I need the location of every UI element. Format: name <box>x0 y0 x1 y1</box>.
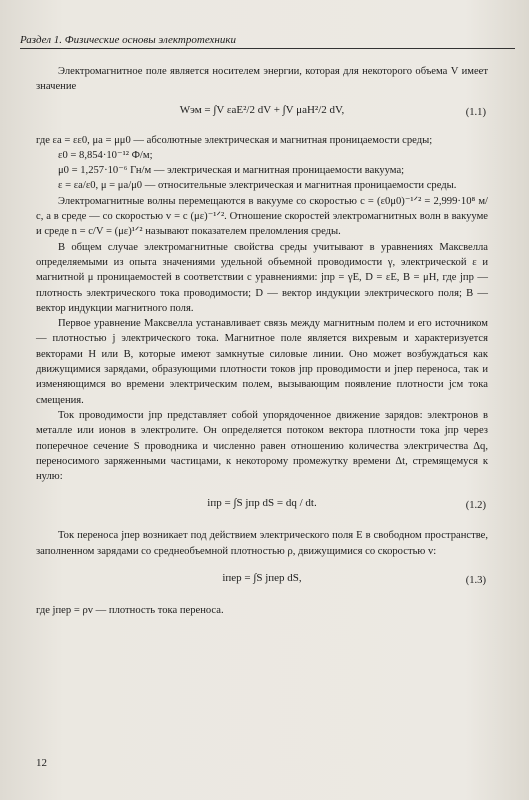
paragraph-transfer-current: Ток переноса jпер возникает под действием электрического поля E в свободном пространстве, заполненном зарядами со среднеобъемной плотностью ρ, движущимися со скоростью v: <box>36 530 488 557</box>
equation-1-3 <box>36 561 488 601</box>
paragraph-first-equation: Первое уравнение Максвелла устанавливает связь между магнитным полем и его источником — плотностью j электрического тока. Магнитное поле является вихревым и характеризуется векторами H или B, которые имеют замкнутые силовые линии. Оно может возбуждаться как движущимися зарядами, образующими плотности токов jпр проводимости и jпер переноса, так и изменяющимся во времени электрическим полем, вызывающим появление плотности jсм тока смещения. <box>36 318 488 406</box>
paragraph-maxwell-media: В общем случае электромагнитные свойства среды учитывают в уравнениях Максвелла определяемыми из опыта значениями удельной объемной проводимости γ, электрической ε и магнитной μ проницаемостей в соответствии с уравнениями: jпр = γE, D = εE, B = μH, где jпр — плотность электрического тока проводимости; D — вектор индукции электрического поля; B — вектор индукции магнитного поля. <box>36 241 488 314</box>
equation-expression: Wэм = ∫V εaE²/2 dV + ∫V μaH²/2 dV, <box>179 103 345 116</box>
line-mu0: μ0 = 1,257·10⁻⁶ Гн/м — электрическая и магнитная проницаемости вакуума; <box>58 165 405 177</box>
page-number: 12 <box>36 757 47 769</box>
line-eps0: ε0 = 8,854·10⁻¹² Ф/м; <box>58 149 153 161</box>
paragraph-waves: Электромагнитные волны перемещаются в вакууме со скоростью c = (ε0μ0)⁻¹ᐟ² = 2,999·10⁸ м/с, а в среде — со скоростью v = c (με)⁻¹ᐟ². Отношение скоростей электромагнитных волн в вакууме и среде n = c/V = (με)¹ᐟ² называют показателем преломления среды. <box>36 195 488 238</box>
line-relative: ε = εa/ε0, μ = μa/μ0 — относительные электрическая и магнитная проницаемости среды. <box>58 180 457 192</box>
paragraph-where-absolute: где εa = εε0, μa = μμ0 — абсолютные электрическая и магнитная проницаемости среды; <box>36 134 433 146</box>
paragraph-energy: Электромагнитное поле является носителем энергии, которая для некоторого объема V имеет значение <box>36 66 488 93</box>
equation-1-2 <box>36 486 488 526</box>
equation-expression: iпер = ∫S jпер dS, <box>222 572 302 585</box>
equation-number: (1.3) <box>465 575 486 587</box>
equation-1-1 <box>36 97 488 131</box>
page-body <box>36 64 488 618</box>
equation-number: (1.2) <box>465 500 486 512</box>
equation-number: (1.1) <box>465 106 486 118</box>
paragraph-where-transfer: где jпер = ρv — плотность тока переноса. <box>36 605 224 617</box>
equation-expression: iпр = ∫S jпр dS = dq / dt. <box>207 497 317 510</box>
paragraph-conduction-current: Ток проводимости jпр представляет собой упорядоченное движение зарядов: электронов в металле или ионов в электролите. Он определяется потоком вектора плотности тока jпр через поперечное сечение S проводника и численно равен отношению количества электричества Δq, переносимого заряженными частицами, к некоторому промежутку времени Δt, стремящемуся к нулю: <box>36 409 488 483</box>
running-header: Раздел 1. Физические основы электротехники <box>20 34 515 49</box>
